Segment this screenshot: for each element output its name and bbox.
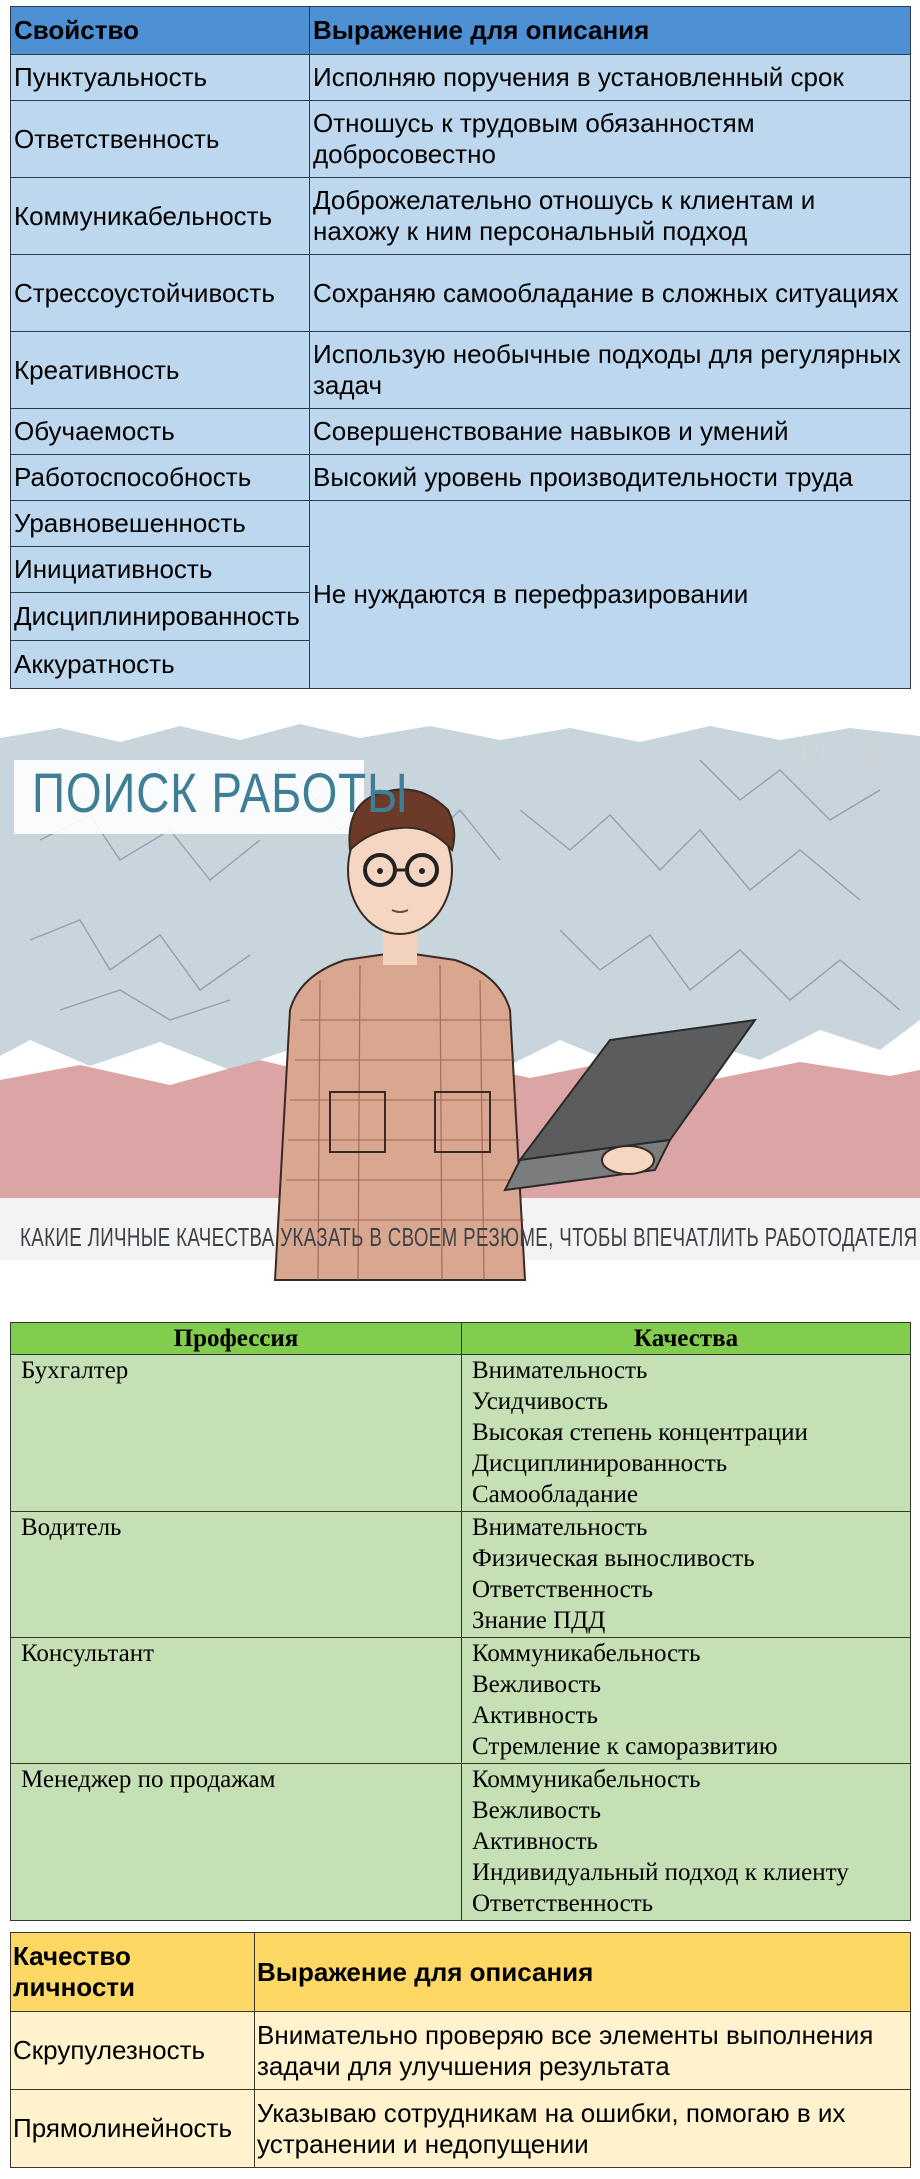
banner-watermark: PPT.RU xyxy=(799,732,902,773)
qualities-cell xyxy=(462,1512,911,1638)
quality-item: Внимательность xyxy=(472,1357,648,1384)
quality-item: Коммуникабельность xyxy=(472,1640,701,1667)
quality-item: Ответственность xyxy=(472,1890,654,1917)
description-cell: Сохраняю самообладание в сложных ситуациях xyxy=(310,255,911,332)
header-description: Выражение для описания xyxy=(310,7,911,55)
property-cell: Обучаемость xyxy=(11,409,310,455)
quality-item: Дисциплинированность xyxy=(472,1450,728,1477)
table-row xyxy=(11,1638,911,1764)
description-cell: Отношусь к трудовым обязанностям добросовестно xyxy=(310,101,911,178)
description-cell: Указываю сотрудникам на ошибки, помогаю в их устранении и недопущении xyxy=(255,2090,911,2168)
qualities-table xyxy=(10,6,911,689)
personality-table xyxy=(10,1932,911,2168)
quality-item: Активность xyxy=(472,1702,598,1729)
quality-item: Коммуникабельность xyxy=(472,1766,701,1793)
property-cell: Пунктуальность xyxy=(11,55,310,101)
quality-item: Высокая степень концентрации xyxy=(472,1419,808,1446)
header-property: Свойство xyxy=(11,7,310,55)
quality-item: Усидчивость xyxy=(472,1388,609,1415)
header-quality: Качество личности xyxy=(11,1933,255,2012)
property-cell: Уравновешенность xyxy=(11,501,310,547)
table-row xyxy=(11,1764,911,1921)
property-cell: Стрессоустойчивость xyxy=(11,255,310,332)
description-cell: Доброжелательно отношусь к клиентам и нахожу к ним персональный подход xyxy=(310,178,911,255)
profession-cell: Водитель xyxy=(11,1512,462,1638)
professions-table xyxy=(10,1322,911,1921)
quality-item: Знание ПДД xyxy=(472,1607,606,1634)
quality-item: Стремление к саморазвитию xyxy=(472,1733,778,1760)
property-cell: Аккуратность xyxy=(11,641,310,689)
profession-cell: Менеджер по продажам xyxy=(11,1764,462,1921)
qualities-cell xyxy=(462,1638,911,1764)
merged-description-cell: Не нуждаются в перефразировании xyxy=(310,501,911,689)
table-row xyxy=(11,455,911,501)
description-cell: Совершенствование навыков и умений xyxy=(310,409,911,455)
quality-cell: Прямолинейность xyxy=(11,2090,255,2168)
table-row xyxy=(11,178,911,255)
property-cell: Коммуникабельность xyxy=(11,178,310,255)
table-row xyxy=(11,501,911,547)
table-row xyxy=(11,2090,911,2168)
table-row xyxy=(11,55,911,101)
quality-item: Внимательность xyxy=(472,1514,648,1541)
header-profession: Профессия xyxy=(11,1323,462,1355)
table-header-row xyxy=(11,7,911,55)
qualities-cell xyxy=(462,1355,911,1512)
property-cell: Дисциплинированность xyxy=(11,593,310,641)
quality-item: Вежливость xyxy=(472,1797,602,1824)
profession-cell: Консультант xyxy=(11,1638,462,1764)
quality-item: Индивидуальный подход к клиенту xyxy=(472,1859,849,1886)
description-cell: Внимательно проверяю все элементы выполнения задачи для улучшения результата xyxy=(255,2012,911,2090)
quality-cell: Скрупулезность xyxy=(11,2012,255,2090)
job-search-banner xyxy=(0,720,920,1302)
property-cell: Работоспособность xyxy=(11,455,310,501)
quality-item: Физическая выносливость xyxy=(472,1545,755,1572)
table-row xyxy=(11,332,911,409)
table-row xyxy=(11,101,911,178)
banner-subtitle: КАКИЕ ЛИЧНЫЕ КАЧЕСТВА УКАЗАТЬ В СВОЕМ РЕЗЮМЕ, ЧТОБЫ ВПЕЧАТЛИТЬ РАБОТОДАТЕЛЯ xyxy=(20,1222,918,1252)
description-cell: Использую необычные подходы для регулярных задач xyxy=(310,332,911,409)
quality-item: Ответственность xyxy=(472,1576,654,1603)
description-cell: Исполняю поручения в установленный срок xyxy=(310,55,911,101)
quality-item: Самообладание xyxy=(472,1481,638,1508)
table-row xyxy=(11,2012,911,2090)
qualities-cell xyxy=(462,1764,911,1921)
description-cell: Высокий уровень производительности труда xyxy=(310,455,911,501)
table-row xyxy=(11,255,911,332)
table-header-row xyxy=(11,1933,911,2012)
table-header-row xyxy=(11,1323,911,1355)
table-row xyxy=(11,409,911,455)
header-description: Выражение для описания xyxy=(255,1933,911,2012)
property-cell: Креативность xyxy=(11,332,310,409)
table-row xyxy=(11,1512,911,1638)
property-cell: Ответственность xyxy=(11,101,310,178)
quality-item: Активность xyxy=(472,1828,598,1855)
table-row xyxy=(11,1355,911,1512)
quality-item: Вежливость xyxy=(472,1671,602,1698)
profession-cell: Бухгалтер xyxy=(11,1355,462,1512)
property-cell: Инициативность xyxy=(11,547,310,593)
header-qualities: Качества xyxy=(462,1323,911,1355)
banner-title: ПОИСК РАБОТЫ xyxy=(32,761,409,824)
